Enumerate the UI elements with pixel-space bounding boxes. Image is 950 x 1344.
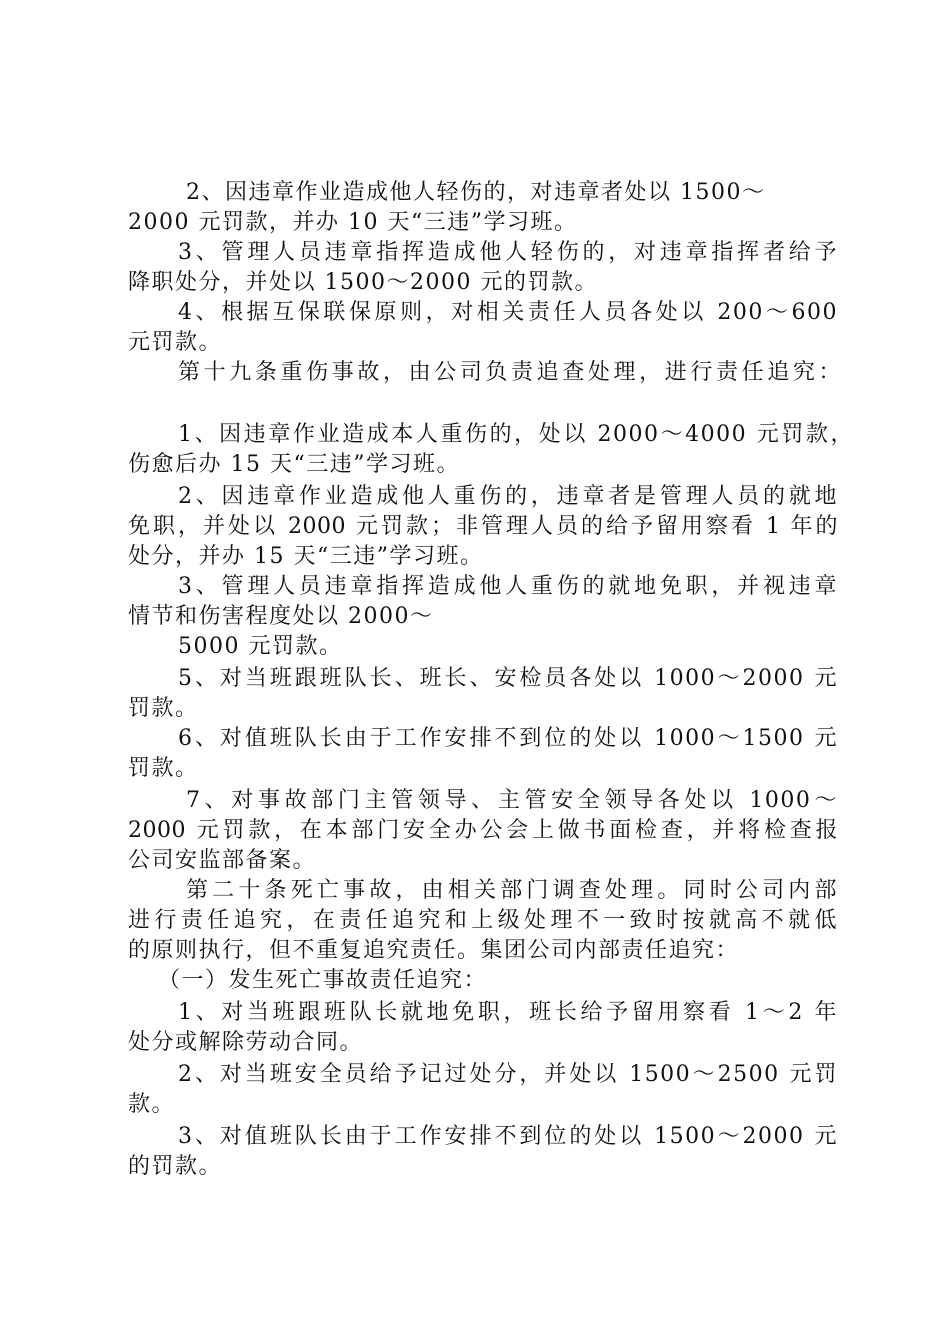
paragraph-line: 处分，并办 15 天“三违”学习班。 xyxy=(128,544,484,569)
paragraph-line: 3、对值班队长由于工作安排不到位的处以 1500～2000 元 xyxy=(178,1124,838,1149)
section-heading: （一）发生死亡事故责任追究： xyxy=(158,968,488,993)
paragraph-line: 7、对事故部门主管领导、主管安全领导各处以 1000～ xyxy=(186,788,838,813)
paragraph-line: 罚款。 xyxy=(128,756,199,781)
paragraph-line: 2、对当班安全员给予记过处分，并处以 1500～2500 元罚 xyxy=(178,1062,838,1087)
paragraph-line: 元罚款。 xyxy=(128,330,223,355)
article-heading-20: 第二十条死亡事故，由相关部门调查处理。同时公司内部 xyxy=(186,878,838,903)
paragraph-line: 情节和伤害程度处以 2000～ xyxy=(128,604,434,629)
paragraph-line: 公司安监部备案。 xyxy=(128,848,317,873)
paragraph-line: 的原则执行，但不重复追究责任。集团公司内部责任追究： xyxy=(128,938,740,963)
paragraph-line: 3、管理人员违章指挥造成他人轻伤的，对违章指挥者给予 xyxy=(178,240,838,265)
paragraph-line: 进行责任追究，在责任追究和上级处理不一致时按就高不就低 xyxy=(128,908,838,933)
paragraph-line: 5000 元罚款。 xyxy=(178,634,343,659)
paragraph-line: 1、对当班跟班队长就地免职，班长给予留用察看 1～2 年 xyxy=(178,1000,838,1025)
article-heading-19: 第十九条重伤事故，由公司负责追查处理，进行责任追究： xyxy=(178,360,842,385)
paragraph-line: 4、根据互保联保原则，对相关责任人员各处以 200～600 xyxy=(178,300,838,325)
paragraph-line: 2000 元罚款，并办 10 天“三违”学习班。 xyxy=(128,210,578,235)
paragraph-line: 伤愈后办 15 天“三违”学习班。 xyxy=(128,452,460,477)
paragraph-line: 5、对当班跟班队长、班长、安检员各处以 1000～2000 元 xyxy=(178,666,838,691)
paragraph-line: 2000 元罚款，在本部门安全办公会上做书面检查，并将检查报 xyxy=(128,818,838,843)
paragraph-line: 降职处分，并处以 1500～2000 元的罚款。 xyxy=(128,270,598,295)
paragraph-line: 款。 xyxy=(128,1092,176,1117)
paragraph-line: 2、因违章作业造成他人重伤的，违章者是管理人员的就地 xyxy=(178,484,838,509)
paragraph-line: 6、对值班队长由于工作安排不到位的处以 1000～1500 元 xyxy=(178,726,838,751)
paragraph-line: 的罚款。 xyxy=(128,1154,223,1179)
paragraph-line: 3、管理人员违章指挥造成他人重伤的就地免职，并视违章 xyxy=(178,574,838,599)
paragraph-line: 处分或解除劳动合同。 xyxy=(128,1030,364,1055)
paragraph-line: 免职，并处以 2000 元罚款；非管理人员的给予留用察看 1 年的 xyxy=(128,514,838,539)
paragraph-line: 罚款。 xyxy=(128,696,199,721)
paragraph-line: 2、因违章作业造成他人轻伤的，对违章者处以 1500～ xyxy=(186,180,766,205)
paragraph-line: 1、因违章作业造成本人重伤的，处以 2000～4000 元罚款， xyxy=(178,422,854,447)
